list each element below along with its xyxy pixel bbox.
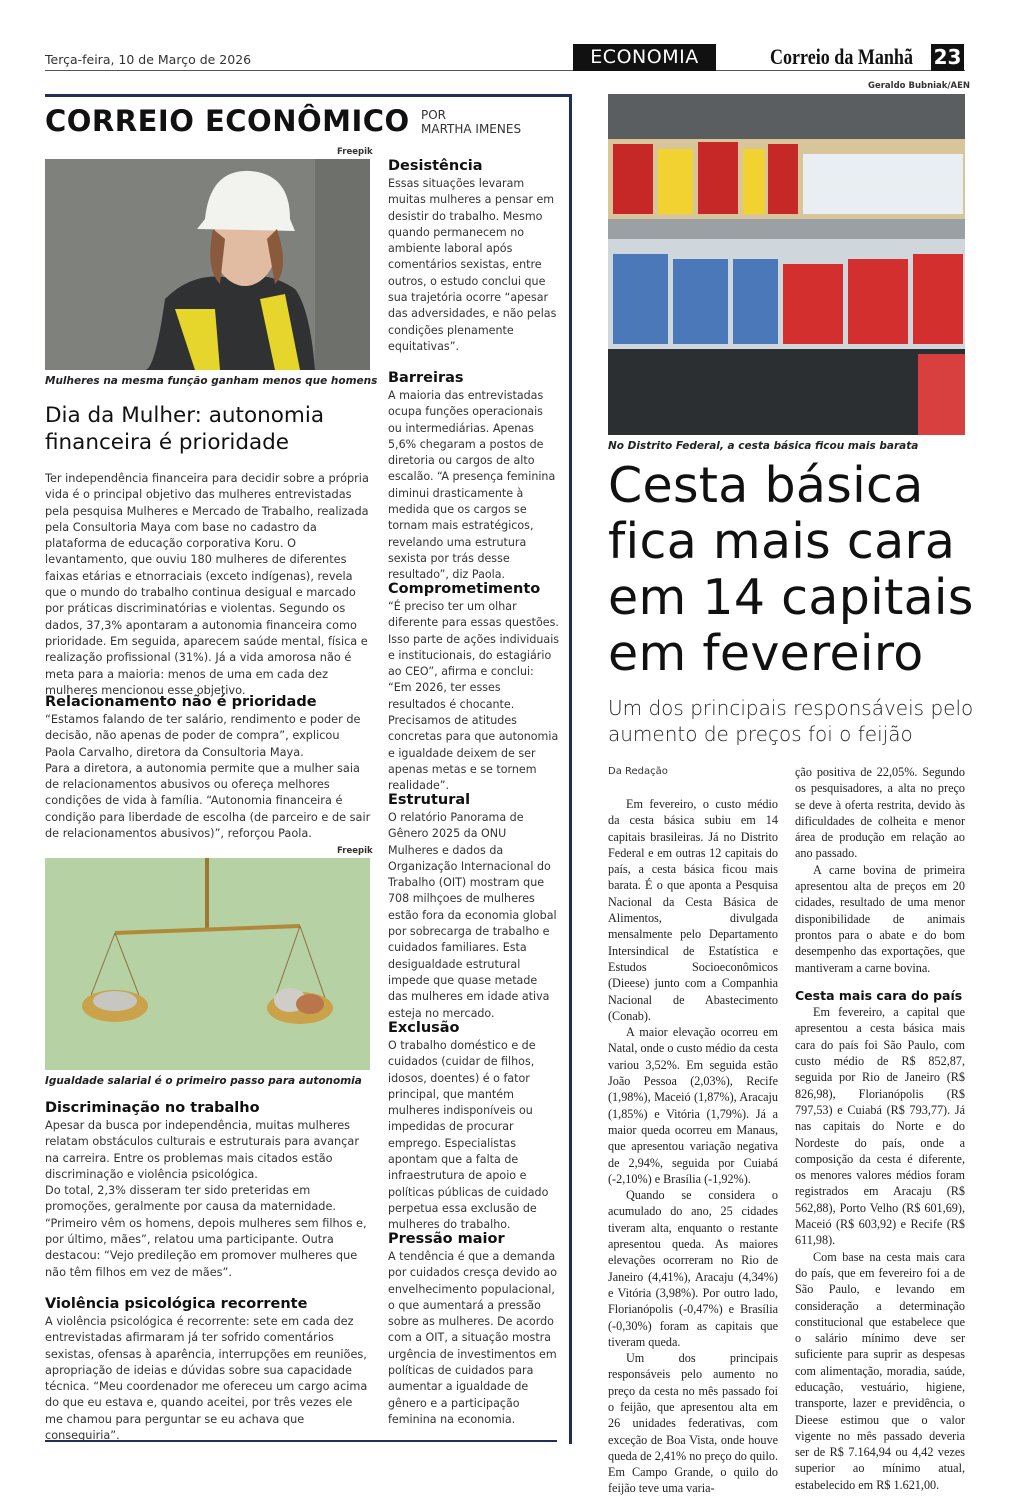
section-relacionamento [45, 692, 371, 842]
paragraph: ção positiva de 22,05%. Segundo os pesquisadores, a alta no preço se deve à oferta restrita, devido às dificuldades de colheita e menor área de produção em relação ao ano passado. [795, 765, 965, 861]
section-title: Violência psicológica recorrente [45, 1296, 308, 1312]
column-border-right [569, 94, 572, 1444]
column-intro: Ter independência financeira para decidir sobre a própria vida é o principal objetivo das mulheres entrevistadas pela pesquisa Mulheres e Mercado de Trabalho, realizada pela Consultoria Maya com base no cadastro da plataforma de educação corporativa Koru. O levantamento, que ouviu 180 mulheres de diferentes faixas etárias e etnorraciais (exceto indígenas), revela que o mundo do trabalho continua desigual e marcado por práticas discriminatórias e violentas. Segundo os dados, 37,3% apontaram a autonomia financeira como prioridade. Em seguida, aparecem saúde mental, física e realização profissional (31%). Já a vida amorosa não é meta para a maioria: menos de uma em cada dez mulheres mencionou esse objetivo. [45, 472, 369, 697]
photo-scale [45, 858, 370, 1070]
section-title: Relacionamento não é prioridade [45, 694, 317, 710]
photo2-credit: Freepik [337, 846, 373, 856]
article-subheadline: Um dos principais responsáveis pelo aumento de preços foi o feijão [608, 696, 974, 746]
side-estrutural [388, 790, 560, 1022]
balance-scale-image [45, 858, 370, 1070]
column-byline [421, 108, 521, 136]
article-author: Da Redação [608, 766, 668, 777]
paragraph: Apesar da busca por independência, muitas mulheres relatam obstáculos culturais e estruturais para avançar na carreira. Entre os problemas mais citados estão discriminação e violência psicológica. [45, 1119, 359, 1181]
paragraph: Em fevereiro, o custo médio da cesta básica subiu em 14 capitais brasileiras. Já no Distrito Federal e em outras 12 capitais do país, a cesta básica ficou mais barata. É o que aponta a Pesquisa Nacional da Cesta Básica de Alimentos, divulgada mensalmente pelo Departamento Intersindical de Estatística e Estudos Socioeconômicos (Dieese) junto com a Companhia Nacional de Abastecimento (Conab). [608, 797, 778, 1023]
header-divider [45, 70, 965, 71]
paragraph: “É preciso ter um olhar diferente para essas questões. Isso parte de ações individuais e institucionais, do estagiário ao CEO”, afirma e conclui: “Em 2026, ter esses resultados é chocante. Precisamos de atitudes concretas para que autonomia e igualdade deixem de ser apenas metas e se tornem realidade”. [388, 600, 560, 793]
paragraph: A carne bovina de primeira apresentou alta de preços em 20 cidades, resultado de uma menor disponibilidade de animais prontos para o abate e do bom desempenho das exportações, que mantiveram a carne bovina. [795, 862, 965, 975]
article-headline: Cesta básica fica mais cara em 14 capitais em fevereiro [608, 457, 974, 682]
section-label: ECONOMIA [573, 44, 716, 71]
supermarket-shelf-image [608, 94, 965, 435]
article-photo-credit: Geraldo Bubniak/AEN [868, 81, 971, 91]
section-title: Estrutural [388, 792, 471, 808]
article-subhead: Cesta mais cara do país [795, 987, 963, 1003]
photo2-caption: Igualdade salarial é o primeiro passo para autonomia [45, 1075, 362, 1087]
paragraph: A maioria das entrevistadas ocupa funções operacionais ou intermediárias. Apenas 5,6% chegaram a postos de diretoria ou cargos de alto escalão. “A presença feminina diminui drasticamente à medida que os cargos se tornam mais estratégicos, revelando uma estrutura sexista por trás desse resultado”, diz Paola. [388, 389, 556, 582]
page-number: 23 [931, 44, 964, 71]
paragraph: “Estamos falando de ter salário, rendimento e poder de decisão, não apenas de poder de compra”, explicou Paola Carvalho, diretora da Consultoria Maya. [45, 713, 361, 759]
section-discriminacao [45, 1098, 371, 1281]
article-photo-caption: No Distrito Federal, a cesta básica ficou mais barata [608, 440, 919, 452]
paragraph: Com base na cesta mais cara do país, que em fevereiro foi a de São Paulo, e levando em consideração a determinação constitucional que estabelece que o salário mínimo deve ser suficiente para suprir as despesas com alimentação, moradia, saúde, educação, vestuário, higiene, transporte, lazer e previdência, o Dieese estimou que o valor vigente no mês passado deveria ser de R$ 7.164,94 ou 4,42 vezes superior ao mínimo atual, estabelecido em R$ 1.621,00. [795, 1249, 965, 1492]
paragraph: A maior elevação ocorreu em Natal, onde o custo médio da cesta variou 3,52%. Em seguida estão João Pessoa (2,03%), Recife (1,98%), Maceió (1,87%), Aracaju (1,85%) e Vitória (1,79%). Já a maior queda ocorreu em Manaus, que apresentou variação negativa de 2,94%, seguida por Cuiabá (-2,10%) e Brasília (-1,92%). [608, 1025, 778, 1186]
side-desistencia [388, 156, 560, 355]
article-photo [608, 94, 965, 435]
photo-woman-worker [45, 159, 370, 370]
section-title: Barreiras [388, 370, 464, 386]
paragraph: A tendência é que a demanda por cuidados cresça devido ao envelhecimento populacional, o que aumentará a pressão sobre as mulheres. De acordo com a OIT, a situação mostra urgência de investimentos em políticas de cuidados para aumentar a igualdade de gênero e a participação feminina na economia. [388, 1250, 558, 1426]
paragraph: O trabalho doméstico e de cuidados (cuidar de filhos, idosos, doentes) é o fator principal, que mantém mulheres indisponíveis ou impedidas de procurar emprego. Especialistas apontam que a falta de infraestrutura de apoio e políticas públicas de cuidado perpetua essa exclusão de mulheres do trabalho. [388, 1039, 549, 1232]
side-barreiras [388, 368, 560, 584]
paragraph: Um dos principais responsáveis pelo aumento no preço da cesta no mês passado foi o feijão, que apresentou alta em 26 unidades federativas, com exceção de Boa Vista, onde houve queda de 2,41% no preço do quilo. Em Campo Grande, o quilo do feijão teve uma varia- [608, 1351, 778, 1496]
section-title: Discriminação no trabalho [45, 1100, 260, 1116]
column-title: CORREIO ECONÔMICO [45, 104, 410, 138]
side-pressao [388, 1229, 560, 1428]
paragraph: Do total, 2,3% disseram ter sido preteridas em promoções, geralmente por causa da maternidade. “Primeiro vêm os homens, depois mulheres sem filhos e, por último, mães”, relatou uma participante. Outra destacou: “Vejo predileção em promover mulheres que não têm filhos em vez de mães”. [45, 1184, 367, 1279]
issue-date: Terça-feira, 10 de Março de 2026 [45, 52, 252, 67]
paragraph: A violência psicológica é recorrente: sete em cada dez entrevistadas afirmaram já ter sofrido comentários sexistas, ofensas à aparência, interrupções em reuniões, apropriação de ideias e dúvidas sobre sua capacidade técnica. “Meu coordenador me ofereceu um cargo acima do que eu estava e, quando aceitei, por três vezes ele me chamou para perguntar se eu achava que conseguiria”. [45, 1315, 368, 1443]
column-headline: Dia da Mulher: autonomia financeira é prioridade [45, 403, 324, 455]
section-title: Desistência [388, 158, 483, 174]
section-title: Comprometimento [388, 581, 541, 597]
article-column-2 [795, 764, 965, 1493]
section-title: Exclusão [388, 1020, 460, 1036]
paragraph: Quando se considera o acumulado do ano, 25 cidades tiveram alta, enquanto o restante apresentou queda. As maiores elevações ocorreram no Rio de Janeiro (4,41%), Aracaju (4,34%) e Vitória (3,98%). Por outro lado, Florianópolis (-0,47%) e Brasília (-0,30%) foram as capitais que tiveram queda. [608, 1188, 778, 1349]
byline-prefix: POR [421, 108, 447, 122]
byline-author: MARTHA IMENES [421, 122, 522, 136]
photo1-credit: Freepik [337, 147, 373, 157]
side-exclusao [388, 1018, 560, 1234]
paragraph: Essas situações levaram muitas mulheres a pensar em desistir do trabalho. Mesmo quando permanecem no ambiente laboral após comentários sexistas, entre outros, o estudo conclui que sua trajetória ocorre “apesar das adversidades, e não pelas condições plenamente equitativas”. [388, 177, 557, 353]
section-title: Pressão maior [388, 1231, 505, 1247]
section-violencia [45, 1294, 371, 1444]
masthead-logo: Correio da Manhã [770, 44, 913, 69]
paragraph: Em fevereiro, a capital que apresentou a cesta básica mais cara do país foi São Paulo, com custo médio de R$ 852,87, seguida por Rio de Janeiro (R$ 826,98), Florianópolis (R$ 797,53) e Cuiabá (R$ 793,77). Já nas capitais do Norte e do Nordeste do país, onde a composição da cesta é diferente, os menores valores médios foram registrados em Aracaju (R$ 562,88), Porto Velho (R$ 601,69), Maceió (R$ 603,92) e Recife (R$ 611,98). [795, 1005, 965, 1248]
photo1-caption: Mulheres na mesma função ganham menos que homens [45, 375, 378, 387]
column-border-top [45, 94, 572, 97]
woman-hardhat-image [45, 159, 370, 370]
article-column-1 [608, 796, 778, 1497]
side-comprometimento [388, 579, 560, 795]
paragraph: O relatório Panorama de Gênero 2025 da ONU Mulheres e dados da Organização Internacional do Trabalho (OIT) mostram que 708 milhçoes de mulheres estão fora da economia global por sobrecarga de trabalho e cuidados familiares. Esta desigualdade estrutural impede que quase metade das mulheres em idade ativa esteja no mercado. [388, 811, 557, 1020]
paragraph: Para a diretora, a autonomia permite que a mulher saia de relacionamentos abusivos ou ofereça melhores condições de vida à família. “Autonomia financeira é condição para liberdade de escolha (de parceiro e de sair de relacionamentos abusivos)”, reforçou Paola. [45, 761, 371, 841]
